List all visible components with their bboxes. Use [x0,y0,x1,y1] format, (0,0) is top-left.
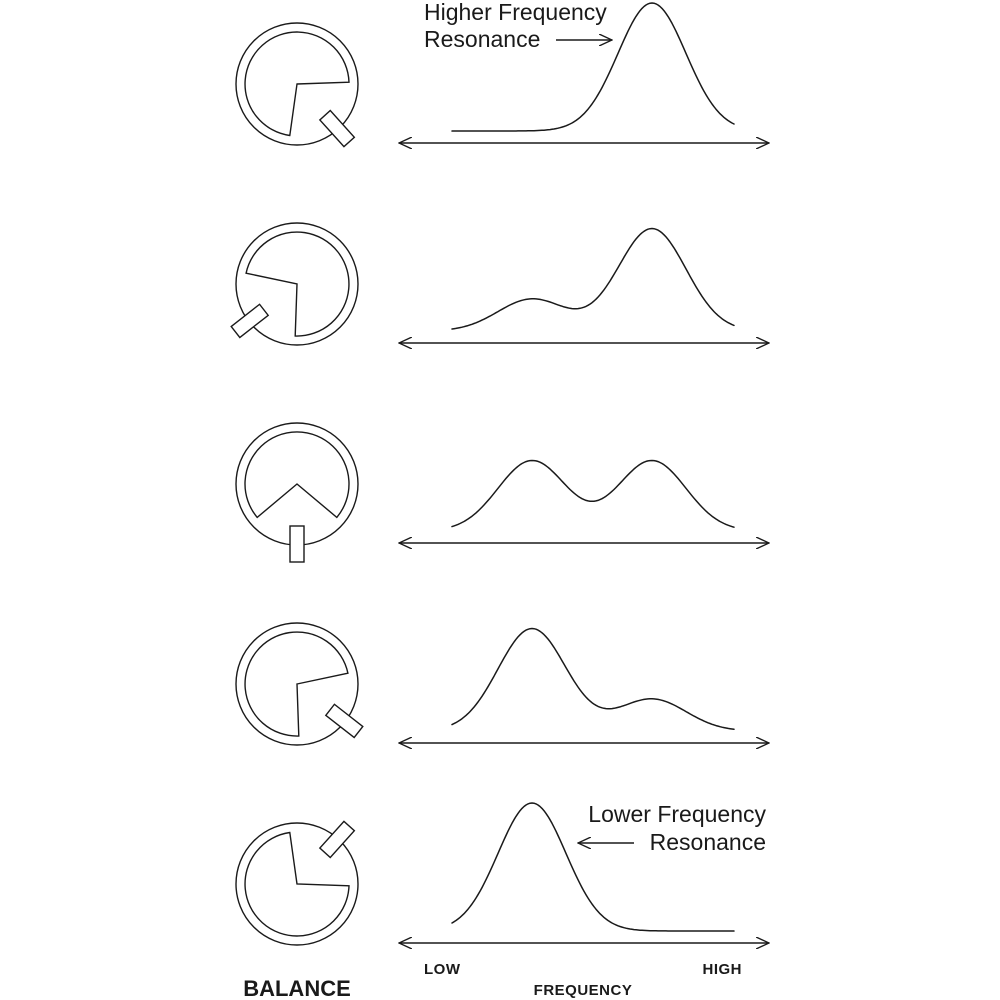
lower-frequency-annotation [578,801,766,855]
resonance-curve [452,629,734,730]
knob-pointer [326,704,363,737]
knobs [231,23,363,945]
balance-knob-icon [236,821,358,945]
resonance-curve [452,461,734,528]
higher-frequency-label-line1: Higher Frequency [424,0,607,25]
lower-frequency-label-line2: Resonance [649,829,766,855]
axis-low-label: LOW [424,961,461,978]
axis-high-label: HIGH [702,961,742,978]
resonance-curve [452,229,734,330]
knob-label: BALANCE [243,976,351,1000]
higher-frequency-label-line2: Resonance [424,26,541,52]
balance-knob-icon [231,223,358,345]
balance-knob-icon [236,623,363,745]
lower-frequency-label-line1: Lower Frequency [588,801,766,827]
balance-knob-icon [236,423,358,562]
knob-pointer [290,526,304,562]
knob-pointer [231,304,268,337]
higher-frequency-annotation [424,0,612,52]
balance-knob-icon [236,23,358,147]
axis-title: FREQUENCY [533,982,633,999]
